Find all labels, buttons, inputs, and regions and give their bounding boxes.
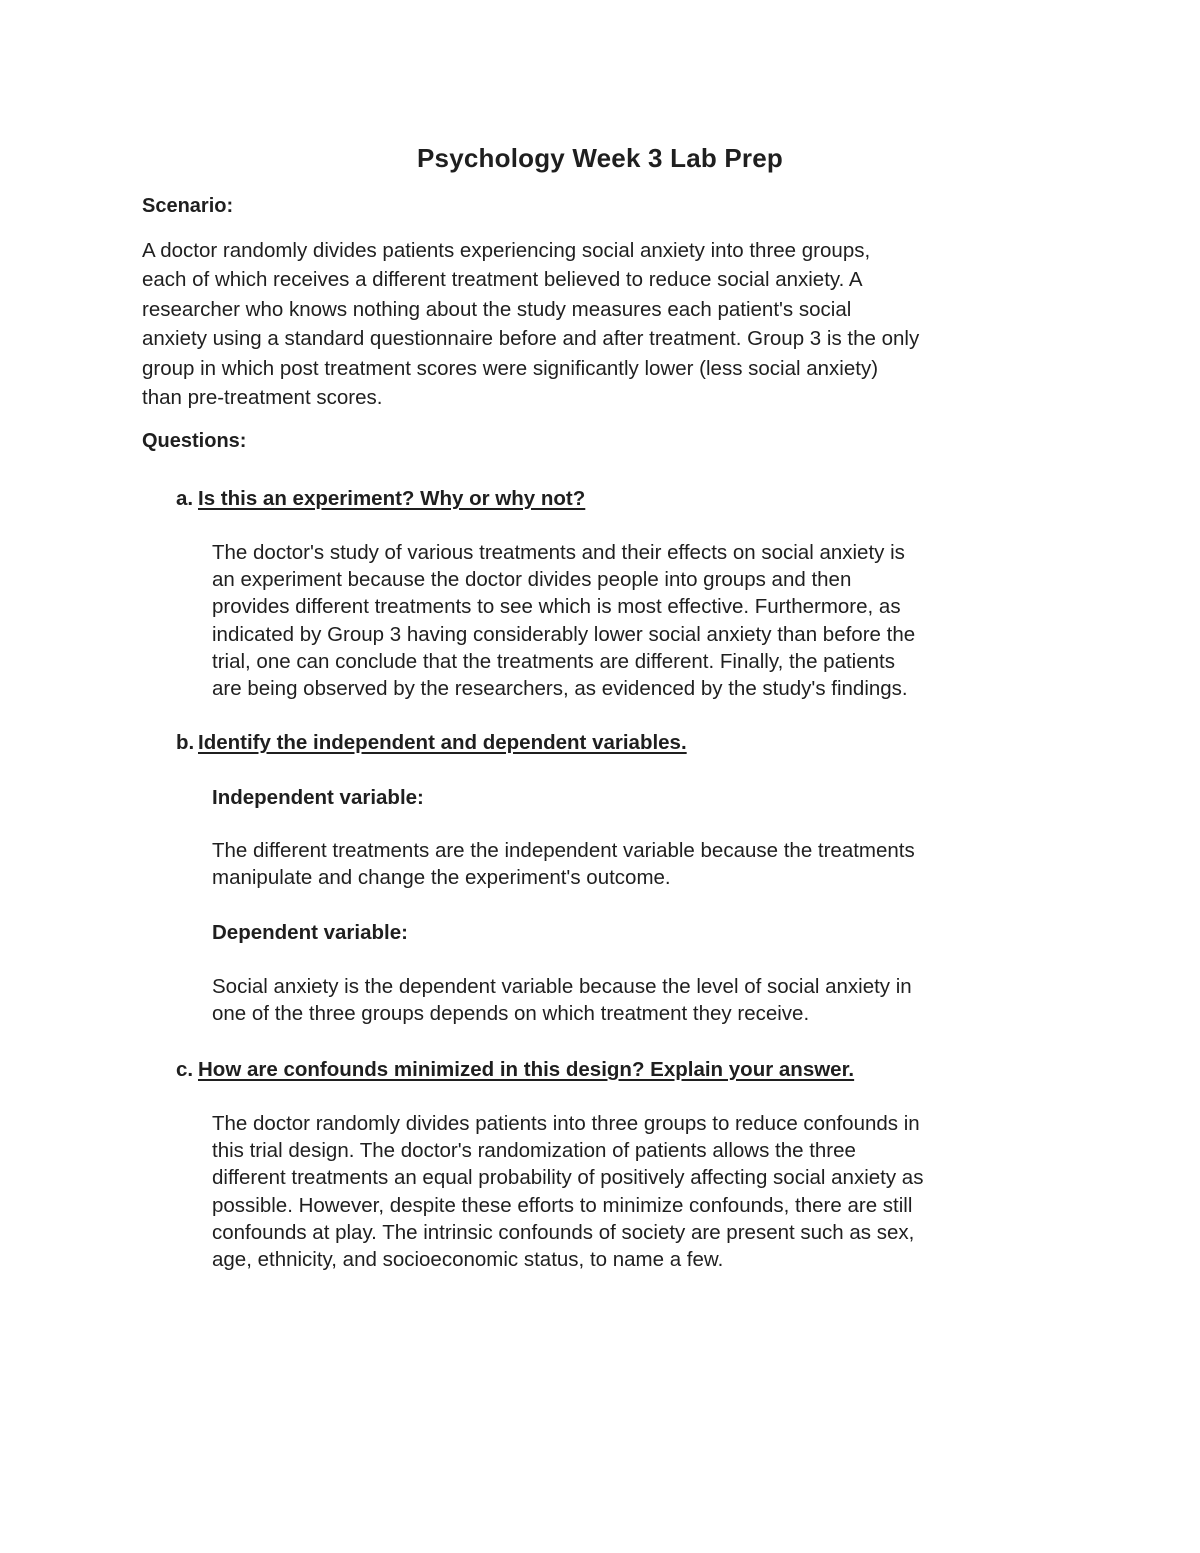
question-b-letter: b. [176,731,195,754]
scenario-text: A doctor randomly divides patients experiencing social anxiety into three groups, each of which receives a different treatment believed to reduce social anxiety. A researcher who knows nothing about the study measures each patient's social anxiety using a standard questionnaire before and after treatment. Group 3 is the only group in which post treatment scores were significantly lower (less social anxiety) than pre-treatment scores. [142,239,920,410]
question-a [176,485,585,513]
page-title: Psychology Week 3 Lab Prep [417,143,783,173]
question-a-text: Is this an experiment? Why or why not? [198,487,586,510]
scenario-label: Scenario: [142,195,234,217]
dependent-variable-answer: Social anxiety is the dependent variable because the level of social anxiety in one of the three groups depends on which treatment they receive. [212,975,912,1026]
question-a-letter: a. [176,487,194,510]
answer-c: The doctor randomly divides patients into three groups to reduce confounds in this trial design. The doctor's randomization of patients allows the three different treatments an equal probability of positively affecting social anxiety as possible. However, despite these efforts to minimize confounds, there are still confounds at play. The intrinsic confounds of society are present such as sex, age, ethnicity, and socioeconomic status, to name a few. [212,1112,924,1272]
question-b-text: Identify the independent and dependent variables. [198,731,687,754]
question-c-letter: c. [176,1058,194,1081]
questions-label: Questions: [142,430,247,452]
dependent-variable-label: Dependent variable: [212,921,408,944]
question-c-text: How are confounds minimized in this design? Explain your answer. [198,1058,855,1081]
question-b [176,729,687,757]
independent-variable-label: Independent variable: [212,786,424,809]
question-c [176,1056,854,1084]
independent-variable-answer: The different treatments are the independent variable because the treatments manipulate and change the experiment's outcome. [212,839,915,890]
answer-a: The doctor's study of various treatments and their effects on social anxiety is an experiment because the doctor divides people into groups and then provides different treatments to see which is most effective. Furthermore, as indicated by Group 3 having considerably lower social anxiety than before the trial, one can conclude that the treatments are different. Finally, the patients are being observed by the researchers, as evidenced by the study's findings. [212,541,916,701]
